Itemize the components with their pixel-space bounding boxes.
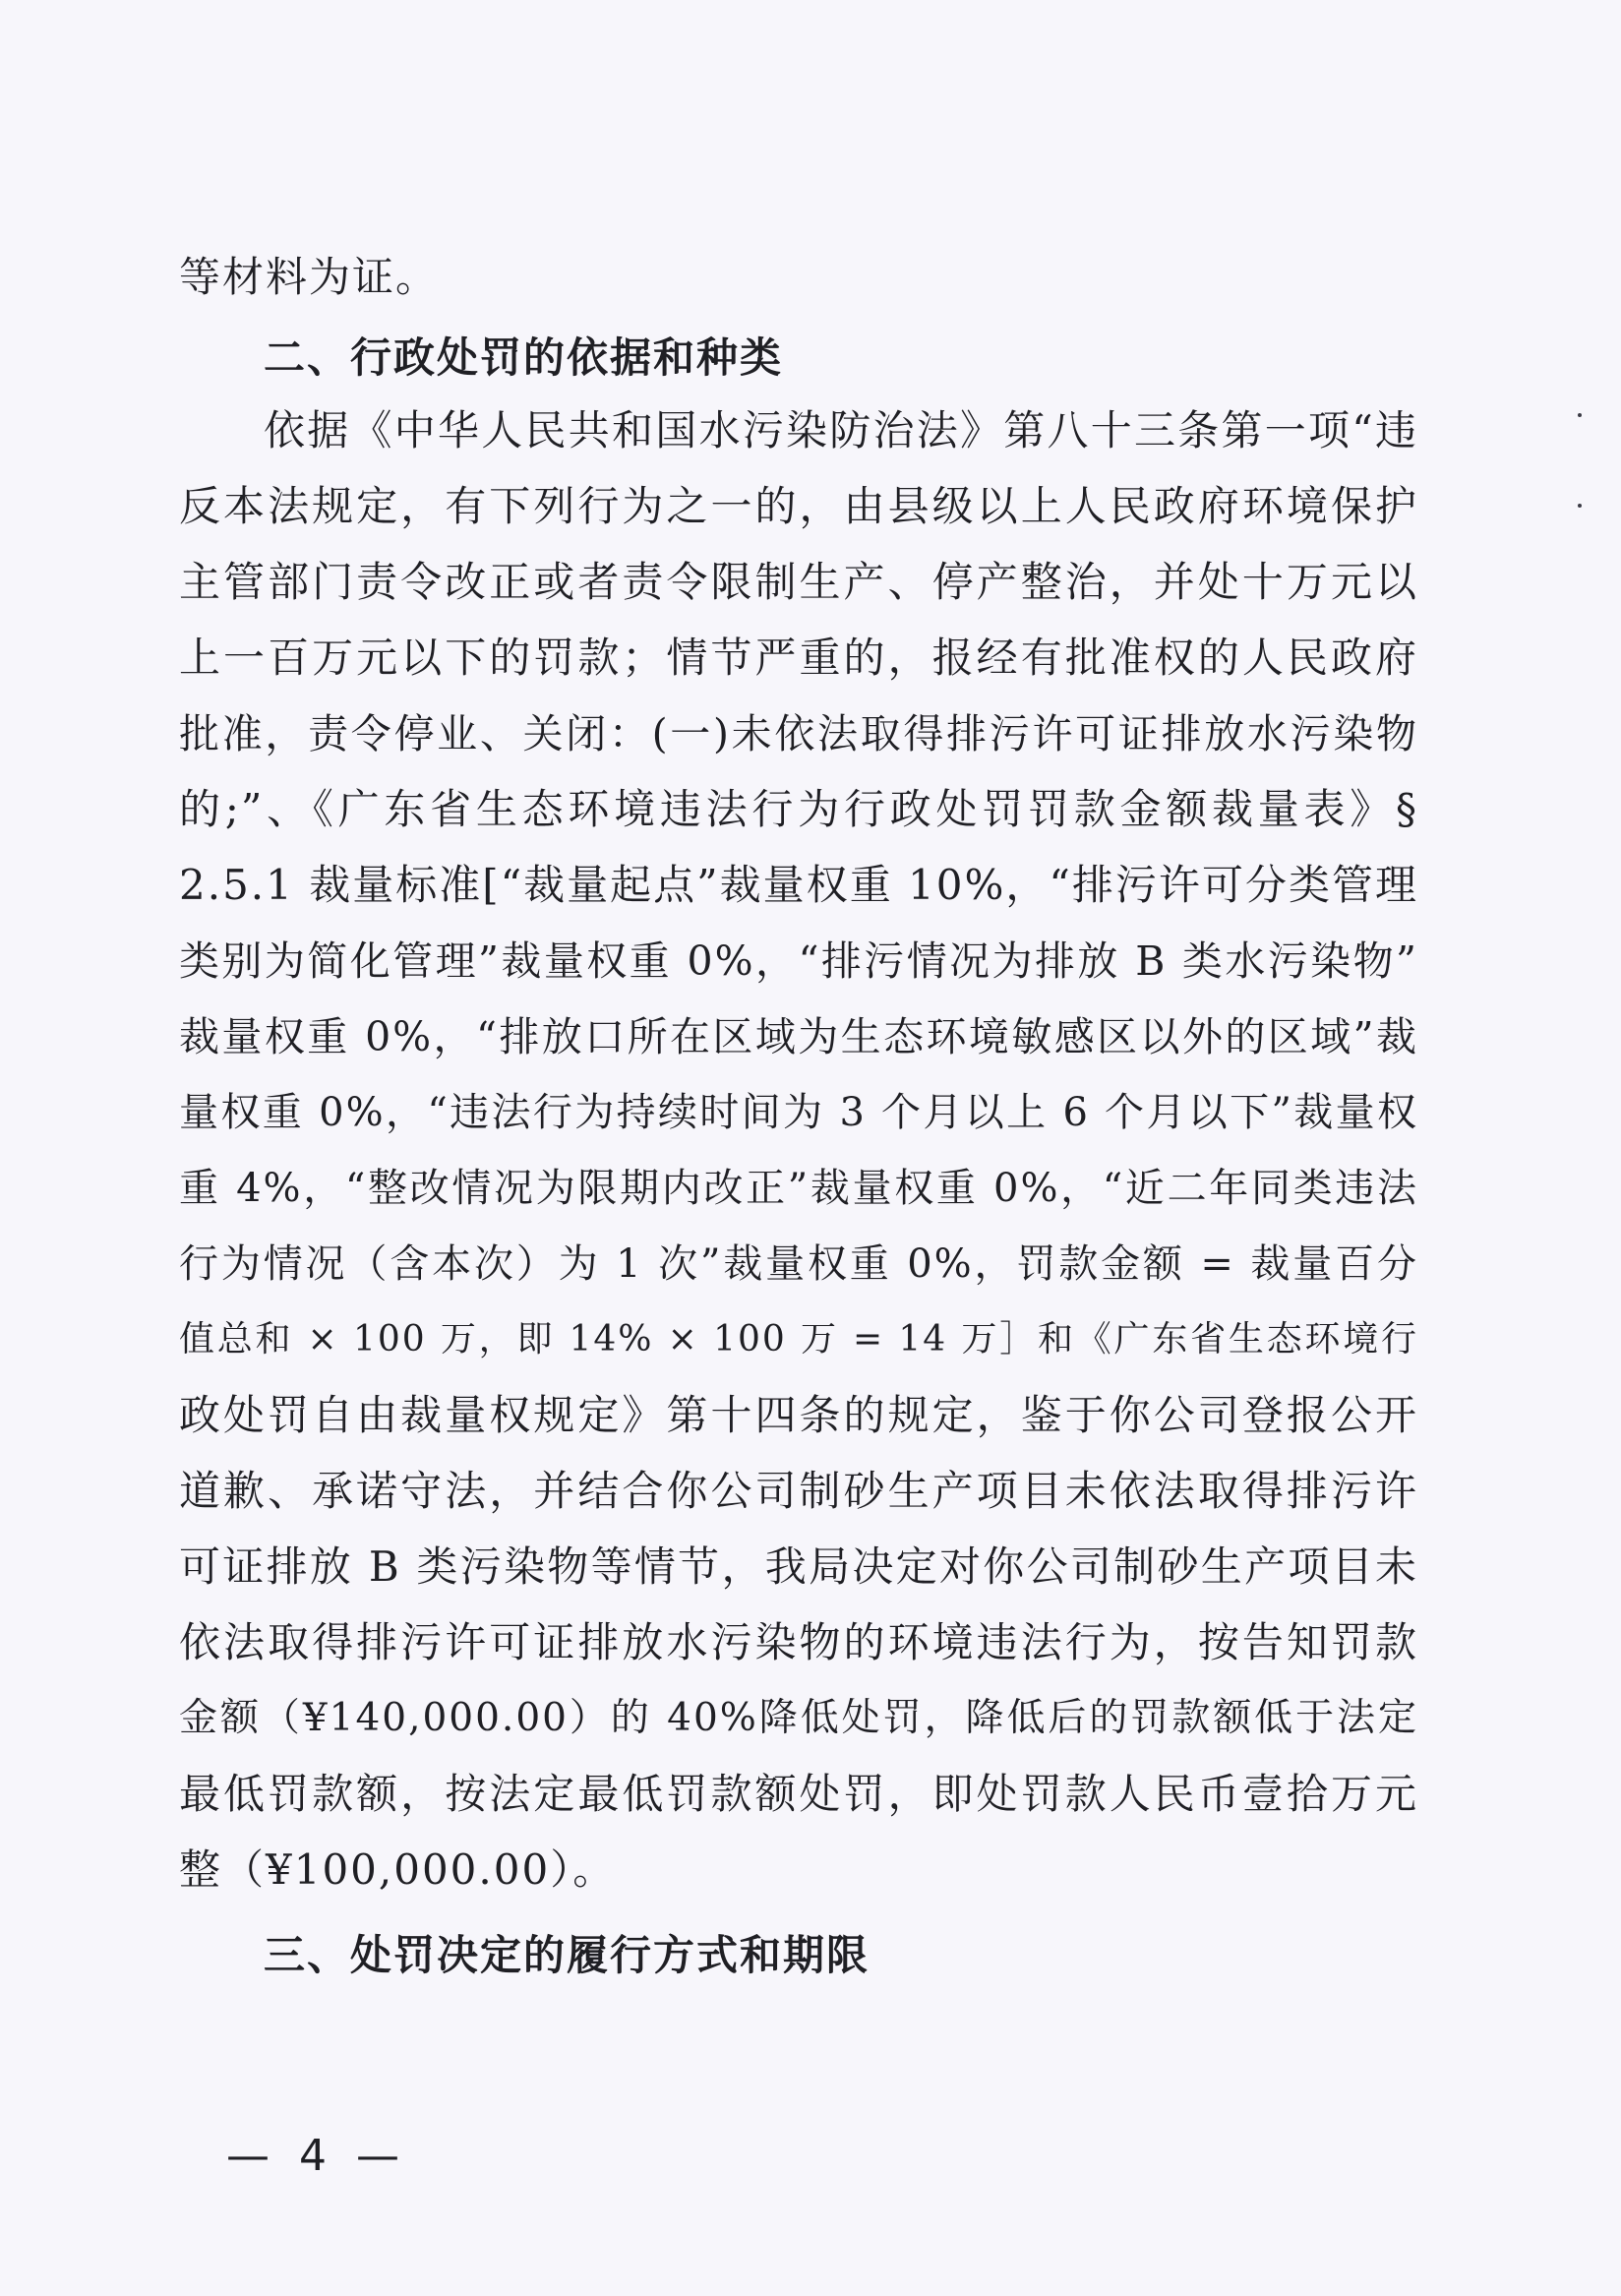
body-line: 道歉、承诺守法，并结合你公司制砂生产项目未依法取得排污许 <box>179 1467 1418 1515</box>
body-line-continuation: 等材料为证。 <box>179 253 440 301</box>
body-line-last: 整（¥100,000.00）。 <box>179 1845 617 1894</box>
body-line: 类别为简化管理”裁量权重 0%，“排污情况为排放 B 类水污染物” <box>179 937 1418 985</box>
body-line: 依法取得排污许可证排放水污染物的环境违法行为，按告知罚款 <box>179 1618 1418 1666</box>
body-line: 值总和 × 100 万，即 14% × 100 万 = 14 万］和《广东省生态环境行 <box>179 1319 1418 1359</box>
body-line: 政处罚自由裁量权规定》第十四条的规定，鉴于你公司登报公开 <box>179 1391 1418 1439</box>
scan-speck <box>1578 413 1582 417</box>
body-line: 2.5.1 裁量标准[“裁量起点”裁量权重 10%，“排污许可分类管理 <box>179 861 1418 909</box>
scan-speck <box>1578 504 1582 508</box>
body-line: 主管部门责令改正或者责令限制生产、停产整治，并处十万元以 <box>179 558 1418 606</box>
body-line: 可证排放 B 类污染物等情节，我局决定对你公司制砂生产项目未 <box>179 1542 1418 1591</box>
body-line: 裁量权重 0%，“排放口所在区域为生态环境敏感区以外的区域”裁 <box>179 1013 1418 1060</box>
body-line: 行为情况（含本次）为 1 次”裁量权重 0%，罚款金额 = 裁量百分 <box>179 1241 1418 1287</box>
body-line: 的;”、《广东省生态环境违法行为行政处罚罚款金额裁量表》§ <box>179 785 1418 833</box>
section-heading-2: 二、行政处罚的依据和种类 <box>264 333 784 382</box>
body-line: 上一百万元以下的罚款；情节严重的，报经有批准权的人民政府 <box>179 634 1418 682</box>
body-line: 金额（¥140,000.00）的 40%降低处罚，降低后的罚款额低于法定 <box>179 1696 1418 1740</box>
page-number: — 4 — <box>226 2131 407 2181</box>
body-line: 批准，责令停业、关闭：(一)未依法取得排污许可证排放水污染物 <box>179 710 1418 757</box>
section-heading-3: 三、处罚决定的履行方式和期限 <box>264 1931 871 1979</box>
body-line: 依据《中华人民共和国水污染防治法》第八十三条第一项“违 <box>264 406 1418 454</box>
body-line: 最低罚款额，按法定最低罚款额处罚，即处罚款人民币壹拾万元 <box>179 1770 1418 1818</box>
body-line: 反本法规定，有下列行为之一的，由县级以上人民政府环境保护 <box>179 482 1418 530</box>
body-line: 重 4%，“整改情况为限期内改正”裁量权重 0%，“近二年同类违法 <box>179 1166 1418 1211</box>
body-line: 量权重 0%，“违法行为持续时间为 3 个月以上 6 个月以下”裁量权 <box>179 1090 1418 1135</box>
